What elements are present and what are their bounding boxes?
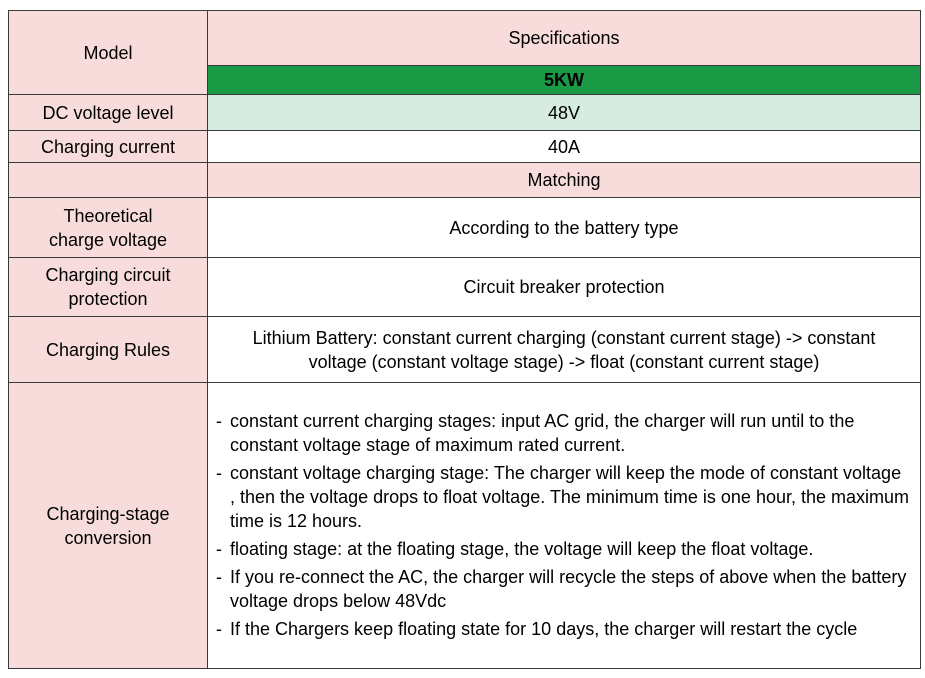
charging-current-label: Charging current <box>40 136 176 157</box>
list-item-text: constant current charging stages: input AC grid, the charger will run until to the constant voltage stage of maximum rated current. <box>230 410 855 455</box>
stage-conversion-label-line1: Charging-stage <box>46 503 170 524</box>
dc-voltage-value: 48V <box>547 102 581 123</box>
charging-rules-value-line2: voltage (constant voltage stage) -> float (constant current stage) <box>308 351 820 372</box>
theoretical-voltage-value: According to the battery type <box>449 217 679 238</box>
bullet-dash: - <box>216 538 222 559</box>
list-item <box>216 409 910 457</box>
stage-conversion-label-cell <box>9 383 208 669</box>
dc-voltage-label-cell <box>9 95 208 131</box>
spec-title-cell <box>208 11 921 66</box>
charging-current-value-cell <box>208 131 921 163</box>
charging-current-label-cell <box>9 131 208 163</box>
list-item-text: If you re-connect the AC, the charger will recycle the steps of above when the battery voltage drops below 48Vdc <box>230 566 907 611</box>
charging-rules-label-cell <box>9 317 208 383</box>
charging-current-value: 40A <box>547 136 581 157</box>
circuit-protection-label-line1: Charging circuit <box>45 265 171 285</box>
model-header-cell <box>9 11 208 95</box>
circuit-protection-value-cell <box>208 258 921 317</box>
circuit-protection-label-line2: protection <box>68 289 148 309</box>
table-row <box>9 95 921 131</box>
matching-empty-cell <box>9 163 208 198</box>
stage-conversion-value-cell <box>208 383 921 669</box>
list-item <box>216 617 910 641</box>
header-row <box>9 11 921 66</box>
charging-rules-label: Charging Rules <box>45 339 171 360</box>
table-row <box>9 131 921 163</box>
list-item <box>216 461 910 533</box>
charging-rules-value-line1: Lithium Battery: constant current charging (constant current stage) -> constant <box>252 327 876 348</box>
theoretical-voltage-label-cell <box>9 198 208 258</box>
matching-cell <box>208 163 921 198</box>
table-row <box>9 317 921 383</box>
list-item-text: constant voltage charging stage: The charger will keep the mode of constant voltage , then the voltage drops to float voltage. The minimum time is one hour, the maximum time is 12 hours. <box>230 462 910 531</box>
table-row <box>9 163 921 198</box>
theoretical-voltage-value-cell <box>208 198 921 258</box>
bullet-dash: - <box>216 566 222 587</box>
theoretical-voltage-label-line2: charge voltage <box>48 229 168 250</box>
matching-label: Matching <box>527 170 601 190</box>
list-item <box>216 565 910 613</box>
power-label: 5KW <box>544 70 584 90</box>
specifications-table <box>8 10 921 669</box>
model-label: Model <box>83 42 133 63</box>
stage-conversion-list <box>208 409 920 641</box>
list-item-text: If the Chargers keep floating state for 10 days, the charger will restart the cycle <box>230 618 858 639</box>
list-item-text: floating stage: at the floating stage, the voltage will keep the float voltage. <box>230 538 814 559</box>
stage-conversion-label-line2: conversion <box>64 527 152 548</box>
circuit-protection-value: Circuit breaker protection <box>463 277 665 297</box>
bullet-dash: - <box>216 618 222 639</box>
charging-rules-value-cell <box>208 317 921 383</box>
circuit-protection-label-cell <box>9 258 208 317</box>
bullet-dash: - <box>216 410 222 431</box>
list-item <box>216 537 910 561</box>
table-row <box>9 198 921 258</box>
power-cell <box>208 66 921 95</box>
table-row <box>9 258 921 317</box>
dc-voltage-value-cell <box>208 95 921 131</box>
dc-voltage-label: DC voltage level <box>42 102 174 123</box>
bullet-dash: - <box>216 462 222 483</box>
spec-title: Specifications <box>508 28 620 48</box>
theoretical-voltage-label-line1: Theoretical <box>63 205 153 226</box>
table-row <box>9 383 921 669</box>
